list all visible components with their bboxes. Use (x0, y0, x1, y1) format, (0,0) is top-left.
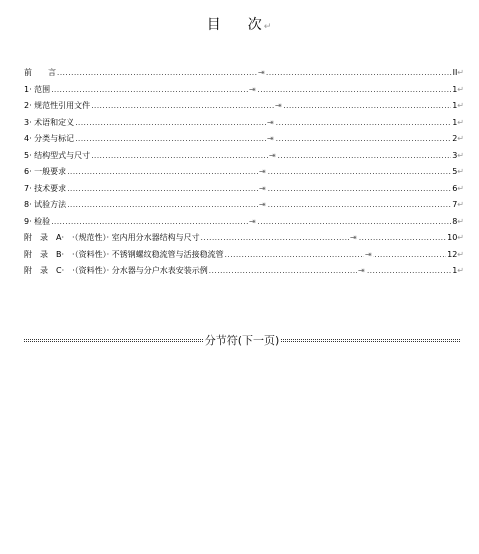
leader-dots (75, 115, 451, 132)
toc-entry-page: 7 (452, 200, 458, 209)
toc-entry[interactable] (24, 148, 464, 165)
toc-entry[interactable] (24, 65, 464, 82)
toc-entry[interactable] (24, 247, 464, 264)
tab-arrow-icon: ⇥ (258, 164, 267, 181)
paragraph-mark-icon: ↵ (457, 134, 464, 143)
toc-entry[interactable] (24, 82, 464, 99)
tab-arrow-icon: ⇥ (248, 214, 257, 231)
heading-left-char: 目 (206, 17, 222, 33)
tab-arrow-icon: ⇥ (266, 115, 275, 132)
paragraph-mark-icon: ↵ (457, 233, 464, 242)
leader-dots (225, 247, 446, 264)
leader-dots (57, 65, 452, 82)
toc-entry-label: 附 录 C· ·（资料性）· 分水器与分户水表安装示例 (24, 266, 208, 275)
paragraph-mark-icon: ↵ (457, 183, 464, 193)
paragraph-mark-icon: ↵ (457, 84, 464, 94)
toc-entry-label: 7· 技术要求 (24, 183, 67, 193)
section-break-line (24, 339, 203, 342)
toc-entry[interactable] (24, 98, 464, 115)
paragraph-mark-icon: ↵ (457, 266, 464, 275)
toc-entry[interactable] (24, 131, 464, 148)
toc-entry-label: 5· 结构型式与尺寸 (24, 150, 91, 160)
tab-arrow-icon: ⇥ (364, 247, 373, 264)
paragraph-mark-icon: ↵ (457, 150, 464, 160)
toc-entry-page: 10 (447, 233, 458, 242)
toc-entry-label: 9· 检验 (24, 216, 51, 226)
toc-entry[interactable] (24, 197, 464, 214)
toc-entry[interactable] (24, 164, 464, 181)
toc-heading (0, 14, 479, 34)
toc-entry-page: 1 (452, 117, 458, 127)
tab-arrow-icon: ⇥ (258, 197, 267, 214)
tab-arrow-icon: ⇥ (268, 148, 277, 165)
toc-entry-label: 1· 范围 (24, 84, 51, 94)
paragraph-mark-icon: ↵ (263, 22, 273, 32)
tab-arrow-icon: ⇥ (248, 82, 257, 99)
toc-entry-page: 12 (447, 249, 458, 259)
toc-entry-page: 1 (452, 266, 458, 275)
section-break (24, 333, 460, 347)
table-of-contents (24, 65, 464, 280)
tab-arrow-icon: ⇥ (257, 65, 266, 82)
tab-arrow-icon: ⇥ (266, 131, 275, 148)
paragraph-mark-icon: ↵ (457, 117, 464, 127)
toc-entry-page: 1 (452, 84, 458, 94)
paragraph-mark-icon: ↵ (457, 68, 464, 77)
leader-dots (209, 263, 451, 280)
paragraph-mark-icon: ↵ (457, 101, 464, 110)
tab-arrow-icon: ⇥ (349, 230, 358, 247)
paragraph-mark-icon: ↵ (457, 216, 464, 226)
toc-entry-page: 6 (452, 183, 458, 193)
toc-entry-page: 1 (452, 101, 458, 110)
toc-entry-page: 5 (452, 167, 458, 176)
paragraph-mark-icon: ↵ (457, 167, 464, 176)
toc-entry-page: 2 (452, 134, 458, 143)
section-break-label: 分节符(下一页) (204, 334, 280, 347)
leader-dots (75, 131, 451, 148)
toc-entry-label: 4· 分类与标记 (24, 134, 75, 143)
paragraph-mark-icon: ↵ (457, 249, 464, 259)
toc-entry-label: 前 言 (24, 68, 56, 77)
leader-dots (91, 98, 451, 115)
toc-entry-label: 6· 一般要求 (24, 167, 67, 176)
toc-entry[interactable] (24, 181, 464, 198)
paragraph-mark-icon: ↵ (457, 200, 464, 209)
toc-entry-page: 8 (452, 216, 458, 226)
toc-entry-page: II (452, 68, 458, 77)
section-break-line (281, 339, 460, 342)
toc-entry-page: 3 (452, 150, 458, 160)
toc-entry[interactable] (24, 263, 464, 280)
toc-entry-label: 附 录 B· ·（资料性）· 不锈钢螺纹稳流管与活接稳流管 (24, 249, 224, 259)
toc-entry-label: 3· 术语和定义 (24, 117, 75, 127)
heading-right-char: 次 (247, 17, 263, 33)
toc-entry-label: 附 录 A· ·（规范性）· 室内用分水器结构与尺寸 (24, 233, 200, 242)
toc-entry[interactable] (24, 115, 464, 132)
tab-arrow-icon: ⇥ (274, 98, 283, 115)
tab-arrow-icon: ⇥ (357, 263, 366, 280)
toc-entry-label: 2· 规范性引用文件 (24, 101, 91, 110)
toc-entry-label: 8· 试验方法 (24, 200, 67, 209)
tab-arrow-icon: ⇥ (258, 181, 267, 198)
toc-entry[interactable] (24, 214, 464, 231)
leader-dots (201, 230, 446, 247)
toc-entry[interactable] (24, 230, 464, 247)
